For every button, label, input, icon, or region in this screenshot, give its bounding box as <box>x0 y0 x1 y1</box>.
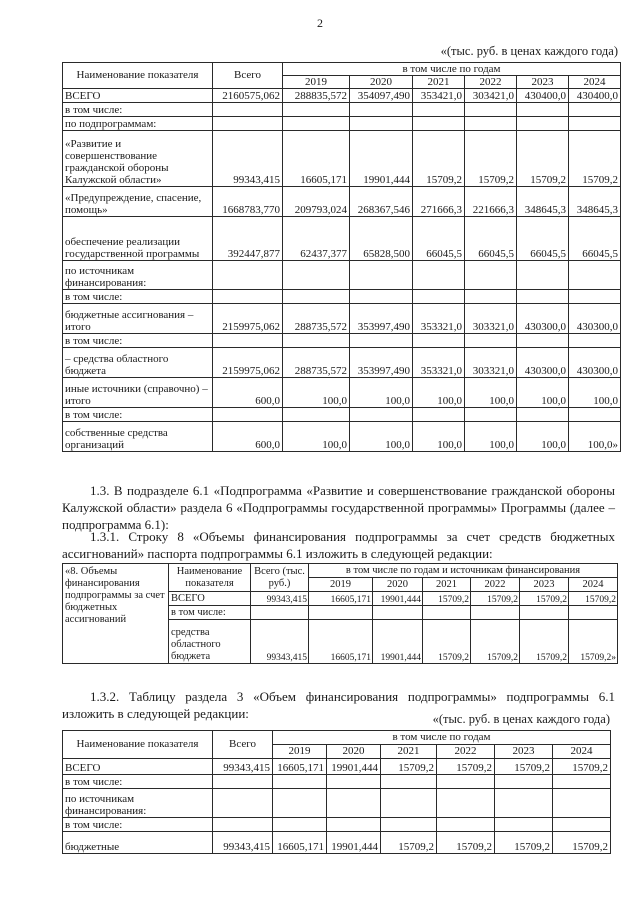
row-label: по подпрограммам: <box>63 117 213 131</box>
header-year: 2023 <box>517 76 569 89</box>
row-value: 430300,0 <box>517 304 569 334</box>
row-total: 1668783,770 <box>213 187 283 217</box>
row-value: 100,0 <box>413 378 465 408</box>
row-value: 15709,2 <box>495 759 553 775</box>
paragraph-1-3: 1.3. В подразделе 6.1 «Подпрограмма «Развитие и совершенствование гражданской обороны Калужской области» раздела 6 «Подпрограммы государственной программы» Программы (далее – подпрограмма 6.1): <box>62 483 615 532</box>
row-value: 100,0 <box>465 378 517 408</box>
row-value: 353321,0 <box>413 348 465 378</box>
row-label: в том числе: <box>63 290 213 304</box>
row-label: иные источники (справочно) – итого <box>63 378 213 408</box>
row-value: 348645,3 <box>569 187 621 217</box>
row-value: 271666,3 <box>413 187 465 217</box>
table-row <box>63 408 621 422</box>
row-value: 348645,3 <box>517 187 569 217</box>
row-value: 15709,2 <box>471 592 520 606</box>
row-value: 100,0 <box>413 422 465 452</box>
row-value: 353421,0 <box>413 89 465 103</box>
subprogram-passport-row-8 <box>62 563 618 664</box>
row-label: в том числе: <box>63 334 213 348</box>
header-total: Всего <box>213 63 283 89</box>
table-row <box>63 759 611 775</box>
row-value: 15709,2 <box>495 832 553 854</box>
header-year: 2020 <box>350 76 413 89</box>
table-row <box>63 261 621 290</box>
header-year: 2024 <box>553 745 611 759</box>
row-label: обеспечение реализации государственной программы <box>63 217 213 261</box>
row-value: 15709,2 <box>437 759 495 775</box>
row-value: 19901,444 <box>350 131 413 187</box>
header-total: Всего (тыс. руб.) <box>251 564 309 592</box>
row-value: 100,0» <box>569 422 621 452</box>
table-row <box>63 103 621 117</box>
table3-unit-note: «(тыс. руб. в ценах каждого года) <box>432 712 610 726</box>
row-value: 15709,2 <box>553 832 611 854</box>
table-row <box>63 89 621 103</box>
row-value: 15709,2 <box>465 131 517 187</box>
header-year: 2022 <box>465 76 517 89</box>
paragraph-1-3-1: 1.3.1. Строку 8 «Объемы финансирования подпрограммы за счет средств бюджетных ассигнований» паспорта подпрограммы 6.1 изложить в следующей редакции: <box>62 529 615 561</box>
header-name: Наименование показателя <box>63 731 213 759</box>
header-year: 2019 <box>283 76 350 89</box>
row-value: 221666,3 <box>465 187 517 217</box>
row-total: 2160575,062 <box>213 89 283 103</box>
row-value: 430300,0 <box>517 348 569 378</box>
row-value: 15709,2 <box>423 620 471 664</box>
table-row <box>63 789 611 818</box>
row-label: в том числе: <box>63 103 213 117</box>
row-value: 16605,171 <box>309 592 373 606</box>
row-total: 99343,415 <box>213 832 273 854</box>
table-row <box>63 775 611 789</box>
row-value: 66045,5 <box>413 217 465 261</box>
table-row <box>63 378 621 408</box>
row-value: 62437,377 <box>283 217 350 261</box>
row-label: ВСЕГО <box>169 592 251 606</box>
table-row <box>63 348 621 378</box>
row-value: 430300,0 <box>569 304 621 334</box>
row-value: 15709,2 <box>520 592 569 606</box>
row-label: в том числе: <box>63 818 213 832</box>
row-value: 19901,444 <box>373 592 423 606</box>
row-total: 99343,415 <box>213 131 283 187</box>
row-value: 430400,0 <box>517 89 569 103</box>
row-value: 15709,2 <box>553 759 611 775</box>
row-value: 15709,2 <box>520 620 569 664</box>
row-label: в том числе: <box>63 408 213 422</box>
table-row <box>63 832 611 854</box>
row-value: 353997,490 <box>350 348 413 378</box>
row-label: бюджетные <box>63 832 213 854</box>
header-total: Всего <box>213 731 273 759</box>
row-label: по источникам финансирования: <box>63 261 213 290</box>
header-name: Наименование показателя <box>63 63 213 89</box>
row-value: 15709,2 <box>423 592 471 606</box>
row-label: собственные средства организаций <box>63 422 213 452</box>
row-value: 100,0 <box>517 378 569 408</box>
row-total: 600,0 <box>213 422 283 452</box>
header-year: 2024 <box>569 76 621 89</box>
passport-item-label: «8. Объемы финансирования подпрограммы за счет бюджетных ассигнований <box>63 564 169 664</box>
row-value: 353997,490 <box>350 304 413 334</box>
row-label: в том числе: <box>169 606 251 620</box>
row-total: 2159975,062 <box>213 348 283 378</box>
row-total: 99343,415 <box>213 759 273 775</box>
row-value: 100,0 <box>283 422 350 452</box>
header-name: Наименование показателя <box>169 564 251 592</box>
table-row <box>63 818 611 832</box>
row-label: в том числе: <box>63 775 213 789</box>
header-by-years: в том числе по годам <box>273 731 611 745</box>
table-row <box>63 131 621 187</box>
row-total: 600,0 <box>213 378 283 408</box>
row-label: по источникам финансирования: <box>63 789 213 818</box>
row-total: 99343,415 <box>251 620 309 664</box>
row-value: 16605,171 <box>273 832 327 854</box>
row-value: 288735,572 <box>283 348 350 378</box>
row-value: 303321,0 <box>465 304 517 334</box>
row-value: 15709,2 <box>471 620 520 664</box>
header-year: 2020 <box>327 745 381 759</box>
row-value: 16605,171 <box>283 131 350 187</box>
row-value: 15709,2 <box>569 592 618 606</box>
header-year: 2022 <box>437 745 495 759</box>
header-by-years: в том числе по годам <box>283 63 621 76</box>
table-row <box>63 117 621 131</box>
row-value: 100,0 <box>517 422 569 452</box>
row-label: «Предупреждение, спасение, помощь» <box>63 187 213 217</box>
paragraph-1-3-2: 1.3.2. Таблицу раздела 3 «Объем финансирования подпрограммы» подпрограммы 6.1 изложить в следующей редакции: <box>62 689 615 721</box>
header-year: 2023 <box>520 578 569 592</box>
row-total: 392447,877 <box>213 217 283 261</box>
header-year: 2019 <box>309 578 373 592</box>
table-row <box>63 304 621 334</box>
header-year: 2021 <box>413 76 465 89</box>
header-year: 2019 <box>273 745 327 759</box>
row-value: 100,0 <box>465 422 517 452</box>
row-label: бюджетные ассигнования – итого <box>63 304 213 334</box>
row-value: 66045,5 <box>517 217 569 261</box>
header-year: 2022 <box>471 578 520 592</box>
header-year: 2021 <box>423 578 471 592</box>
row-value: 430300,0 <box>569 348 621 378</box>
row-value: 353321,0 <box>413 304 465 334</box>
program-financing-table <box>62 62 621 452</box>
row-total: 2159975,062 <box>213 304 283 334</box>
row-value: 15709,2» <box>569 620 618 664</box>
row-label: – средства областного бюджета <box>63 348 213 378</box>
table-row <box>63 217 621 261</box>
header-year: 2021 <box>381 745 437 759</box>
row-value: 303321,0 <box>465 348 517 378</box>
table1-unit-note: «(тыс. руб. в ценах каждого года) <box>440 44 618 58</box>
row-value: 15709,2 <box>381 832 437 854</box>
row-value: 15709,2 <box>517 131 569 187</box>
row-value: 100,0 <box>350 422 413 452</box>
row-label: средства областного бюджета <box>169 620 251 664</box>
row-value: 288735,572 <box>283 304 350 334</box>
row-value: 19901,444 <box>327 832 381 854</box>
header-by-years: в том числе по годам и источникам финансирования <box>309 564 618 578</box>
row-label: «Развитие и совершенствование гражданской обороны Калужской области» <box>63 131 213 187</box>
row-value: 15709,2 <box>569 131 621 187</box>
row-value: 19901,444 <box>373 620 423 664</box>
row-label: ВСЕГО <box>63 89 213 103</box>
header-year: 2020 <box>373 578 423 592</box>
row-label: ВСЕГО <box>63 759 213 775</box>
table-row <box>63 187 621 217</box>
table-row <box>63 422 621 452</box>
row-value: 19901,444 <box>327 759 381 775</box>
row-value: 268367,546 <box>350 187 413 217</box>
row-value: 100,0 <box>569 378 621 408</box>
header-year: 2024 <box>569 578 618 592</box>
row-value: 430400,0 <box>569 89 621 103</box>
row-value: 65828,500 <box>350 217 413 261</box>
header-year: 2023 <box>495 745 553 759</box>
row-value: 209793,024 <box>283 187 350 217</box>
row-value: 354097,490 <box>350 89 413 103</box>
row-value: 288835,572 <box>283 89 350 103</box>
row-value: 15709,2 <box>413 131 465 187</box>
table-row <box>63 290 621 304</box>
row-value: 303421,0 <box>465 89 517 103</box>
table-row <box>63 334 621 348</box>
row-value: 100,0 <box>350 378 413 408</box>
row-value: 15709,2 <box>437 832 495 854</box>
row-value: 16605,171 <box>273 759 327 775</box>
row-value: 66045,5 <box>465 217 517 261</box>
row-value: 66045,5 <box>569 217 621 261</box>
row-value: 16605,171 <box>309 620 373 664</box>
row-value: 15709,2 <box>381 759 437 775</box>
row-value: 100,0 <box>283 378 350 408</box>
row-total: 99343,415 <box>251 592 309 606</box>
subprogram-financing-table <box>62 730 611 854</box>
page-number: 2 <box>317 16 323 30</box>
